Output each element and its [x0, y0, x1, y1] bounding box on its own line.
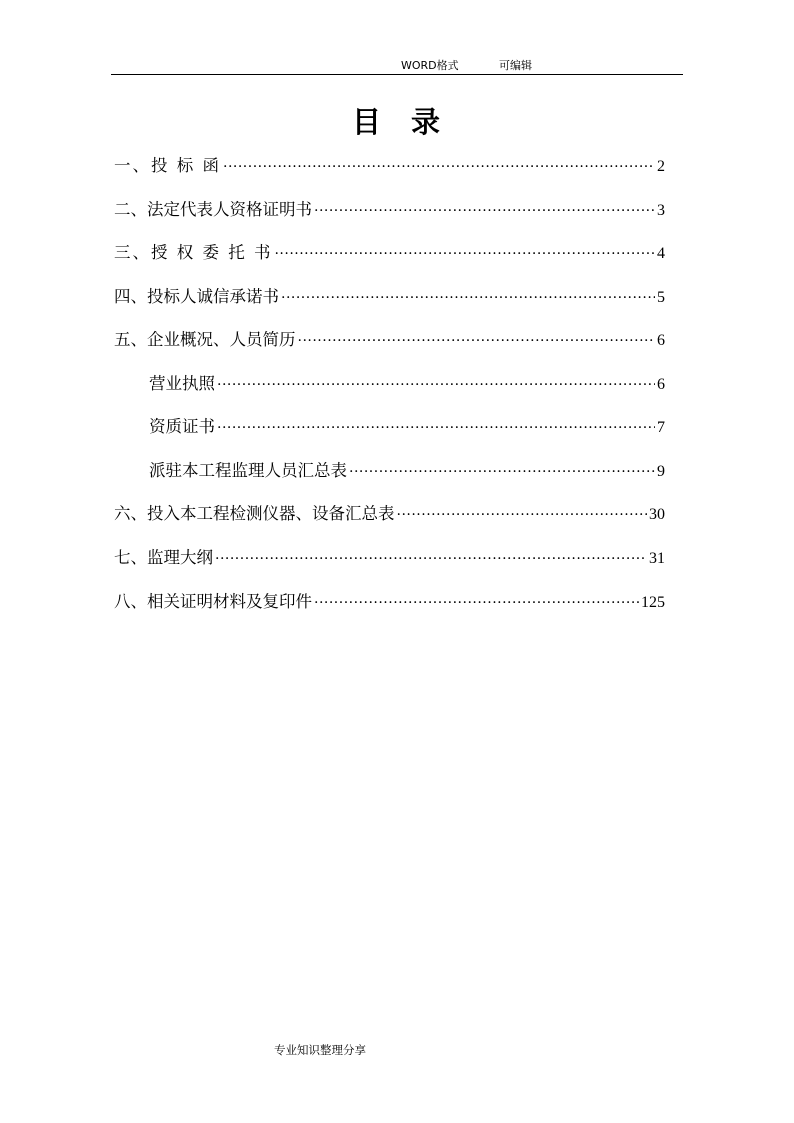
page-header — [111, 57, 683, 75]
toc-entry-page: 7 — [657, 419, 665, 436]
toc-entry-page: 6 — [657, 332, 665, 349]
toc-leader-dots — [215, 545, 647, 563]
toc-entry-page: 6 — [657, 376, 665, 393]
toc-entry-page: 30 — [649, 506, 665, 523]
toc-leader-dots — [281, 284, 655, 302]
toc-entry-page: 125 — [641, 594, 665, 611]
toc-entry-label: 六、投入本工程检测仪器、设备汇总表 — [114, 504, 395, 523]
toc-entry-page: 5 — [657, 289, 665, 306]
toc-subentry[interactable] — [149, 457, 665, 481]
toc-entry[interactable] — [114, 239, 665, 263]
toc-entry-label: 四、投标人诚信承诺书 — [114, 287, 279, 306]
toc-subentry[interactable] — [149, 413, 665, 437]
toc-entry-page: 31 — [649, 550, 665, 567]
toc-entry[interactable] — [114, 588, 665, 612]
toc-entry[interactable] — [114, 500, 665, 524]
toc-entry[interactable] — [114, 283, 665, 307]
toc-entry-page: 9 — [657, 463, 665, 480]
toc-entry-page: 4 — [657, 245, 665, 262]
toc-entry-label: 七、监理大纲 — [114, 548, 213, 567]
toc-entry-label: 三、授 权 委 托 书 — [114, 243, 273, 262]
toc-entry-label: 派驻本工程监理人员汇总表 — [149, 461, 347, 480]
page-footer: 专业知识整理分享 — [274, 1043, 366, 1057]
toc-entry[interactable] — [114, 326, 665, 350]
header-edit-label: 可编辑 — [499, 59, 532, 72]
toc-leader-dots — [314, 197, 655, 215]
toc-leader-dots — [274, 240, 655, 258]
toc-entry-page: 2 — [657, 158, 665, 175]
toc-entry-page: 3 — [657, 202, 665, 219]
toc-leader-dots — [223, 153, 655, 171]
toc-entry[interactable] — [114, 196, 665, 220]
toc-entry-label: 二、法定代表人资格证明书 — [114, 200, 312, 219]
toc-leader-dots — [217, 371, 655, 389]
toc-entry-label: 八、相关证明材料及复印件 — [114, 592, 312, 611]
toc-leader-dots — [298, 327, 656, 345]
toc-leader-dots — [314, 589, 639, 607]
header-format-label: WORD格式 — [401, 59, 459, 72]
page-title: 目录 — [351, 105, 470, 139]
toc-entry-label: 营业执照 — [149, 374, 215, 393]
toc-leader-dots — [217, 414, 655, 432]
toc-entry-label: 资质证书 — [149, 417, 215, 436]
toc-subentry[interactable] — [149, 370, 665, 394]
toc-entry[interactable] — [114, 544, 665, 568]
toc-leader-dots — [397, 501, 648, 519]
toc-leader-dots — [349, 458, 655, 476]
toc-entry-label: 五、企业概况、人员简历 — [114, 330, 296, 349]
toc-entry-label: 一、投 标 函 — [114, 156, 221, 175]
toc-entry[interactable] — [114, 152, 665, 176]
